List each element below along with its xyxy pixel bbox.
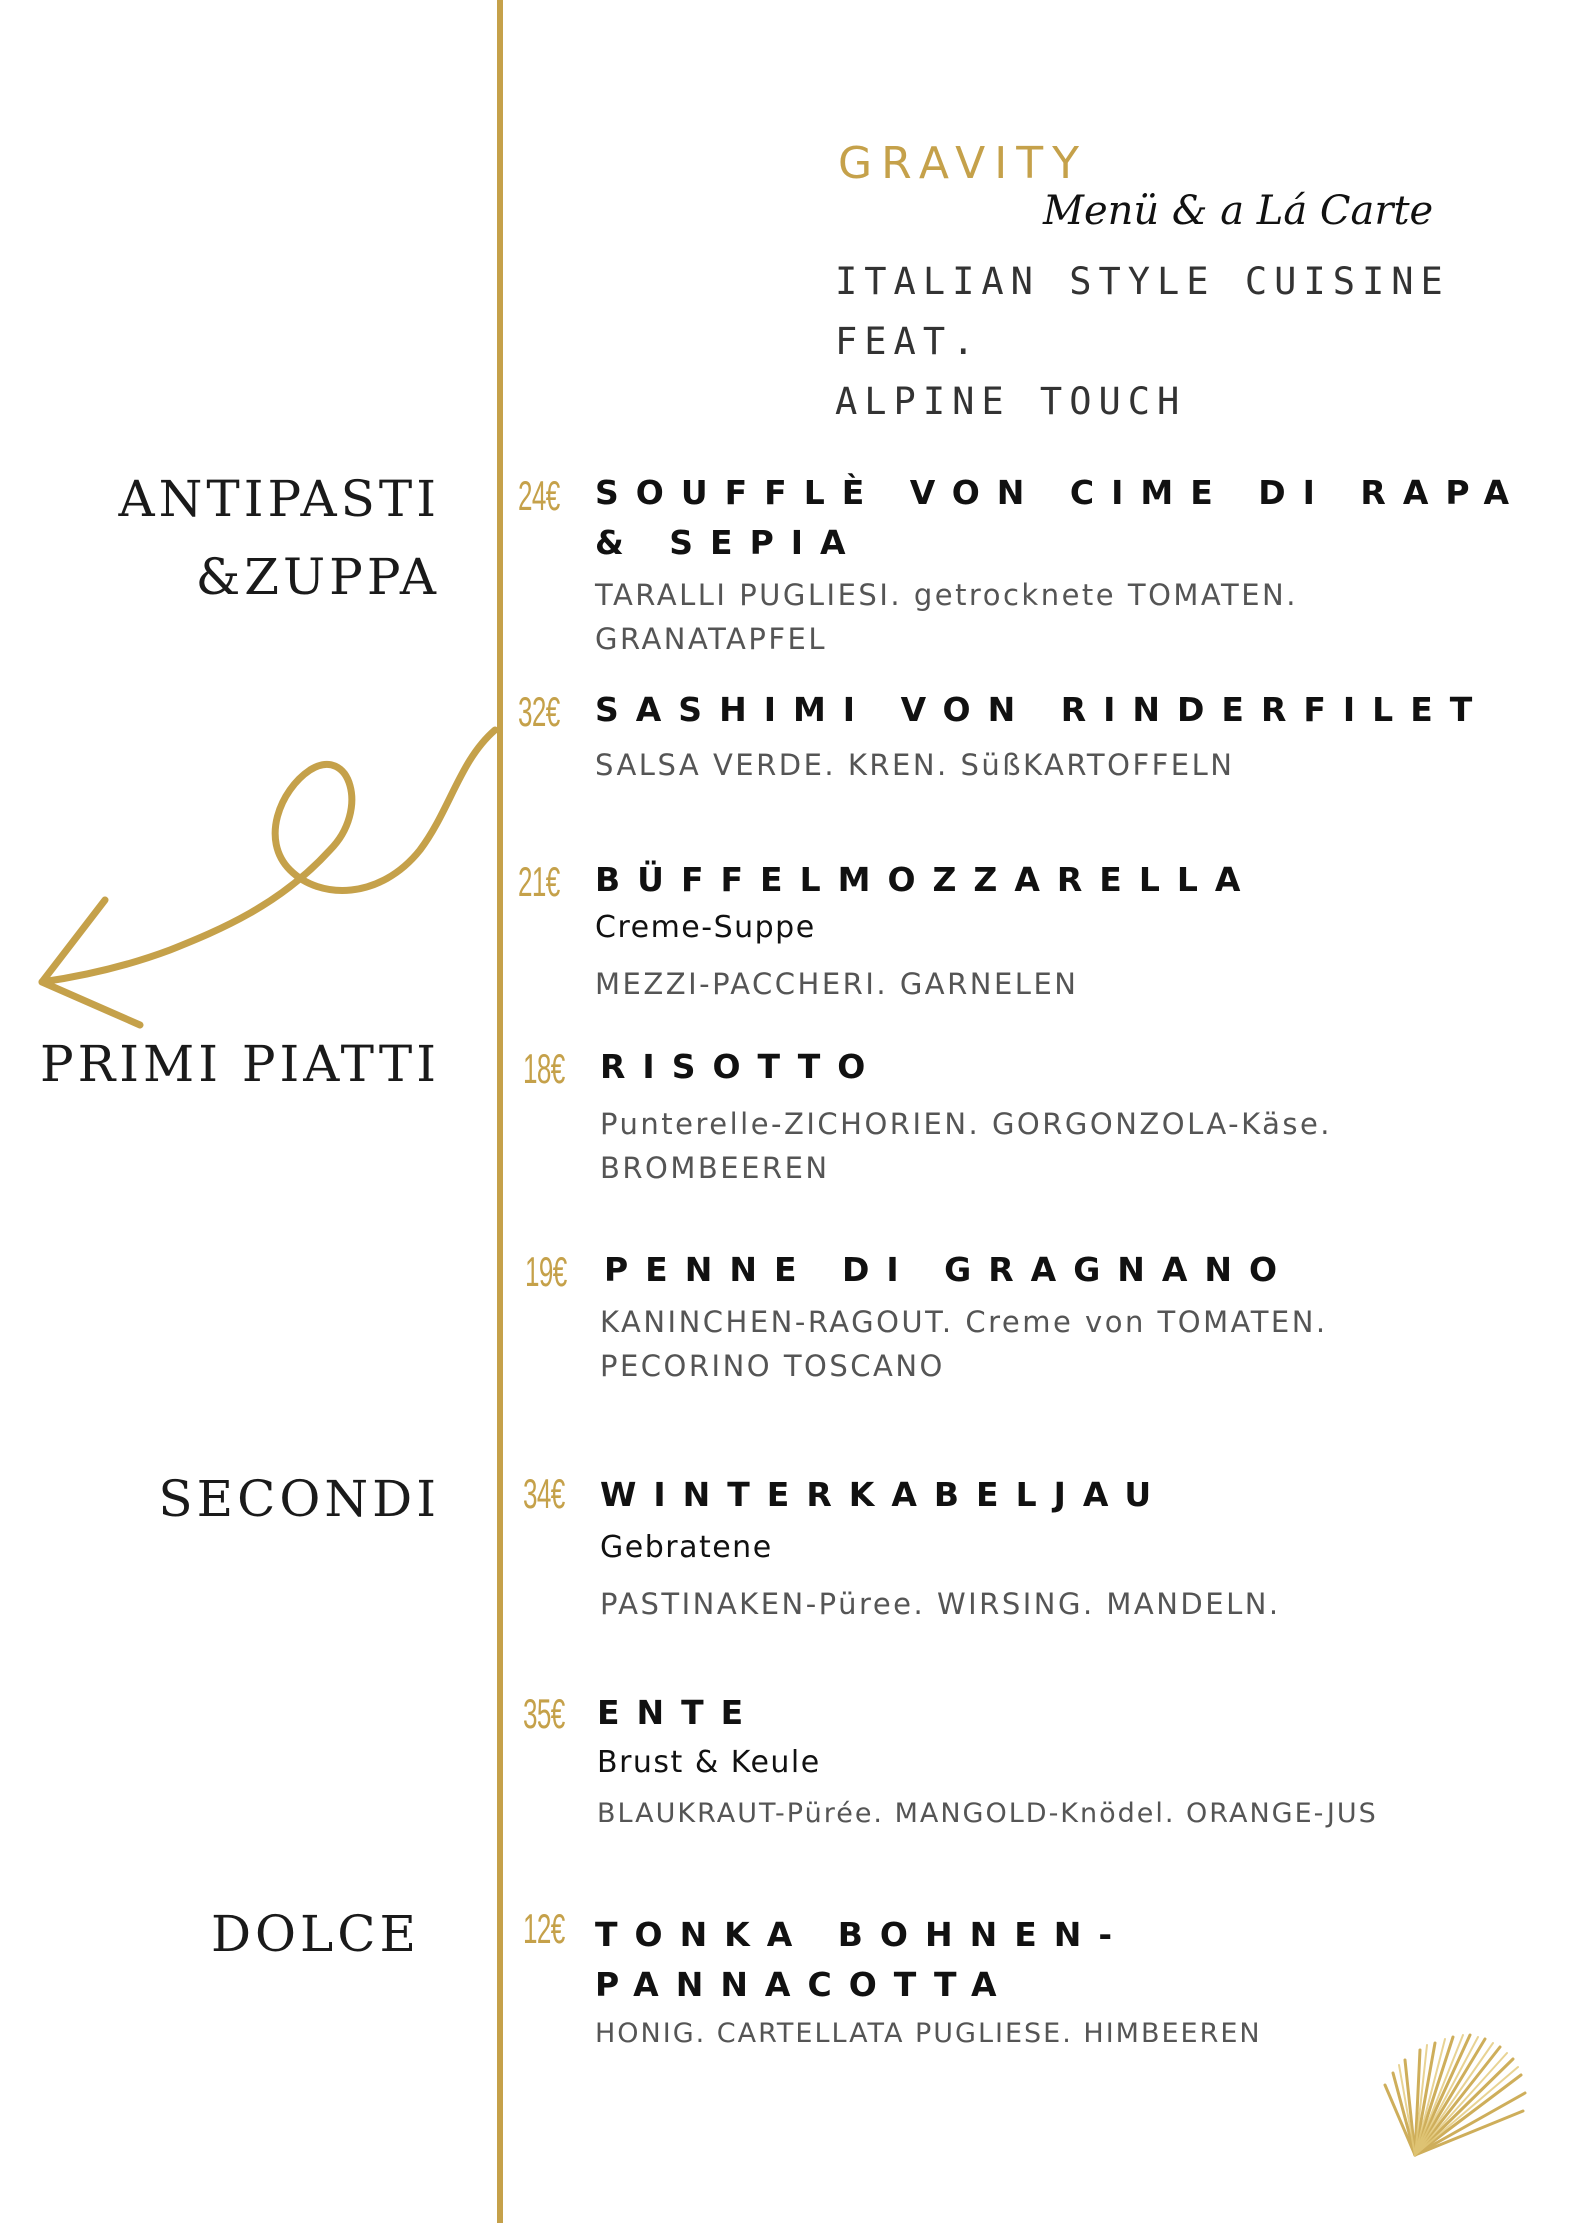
dish-description <box>600 1102 1332 1190</box>
dish-name-line-2: & SEPIA <box>595 523 863 562</box>
dish-name: RISOTTO <box>600 1047 883 1086</box>
dish-price: 21€ <box>518 858 560 905</box>
section-antipasti-line-2: &ZUPPA <box>195 548 440 606</box>
dish-price: 34€ <box>523 1470 565 1517</box>
dish-name-line-1: SOUFFLÈ VON CIME DI RAPA <box>595 473 1527 512</box>
dish-description-line-1: KANINCHEN-RAGOUT. Creme von TOMATEN. <box>600 1305 1328 1339</box>
dish-description: SALSA VERDE. KREN. SüßKARTOFFELN <box>595 748 1235 782</box>
tagline <box>835 252 1515 432</box>
section-antipasti-line-1: ANTIPASTI <box>118 470 440 528</box>
dish-subtitle: Brust & Keule <box>597 1745 821 1780</box>
dish-price: 24€ <box>518 472 560 519</box>
dish-subtitle: Gebratene <box>600 1530 773 1565</box>
gold-fan-icon <box>1375 2025 1535 2165</box>
section-primi: PRIMI PIATTI <box>39 1035 440 1093</box>
tagline-line-1: ITALIAN STYLE CUISINE FEAT. <box>835 260 1450 363</box>
dish-name-line-1: TONKA BOHNEN- <box>595 1915 1130 1954</box>
dish-price: 19€ <box>525 1248 567 1295</box>
section-dolce: DOLCE <box>210 1905 420 1963</box>
section-antipasti <box>119 460 440 616</box>
dish-name: PENNE DI GRAGNANO <box>604 1250 1295 1289</box>
dish-description-line-2: PECORINO TOSCANO <box>600 1349 945 1383</box>
dish-subtitle: Creme-Suppe <box>595 910 816 945</box>
dish-name: ENTE <box>597 1693 761 1732</box>
dish-name-line-2: PANNACOTTA <box>595 1965 1014 2004</box>
curly-arrow-icon <box>30 700 500 1040</box>
dish-name <box>595 1910 1129 2010</box>
dish-description: PASTINAKEN-Püree. WIRSING. MANDELN. <box>600 1587 1281 1621</box>
dish-name: BÜFFELMOZZARELLA <box>595 860 1258 899</box>
dish-description: MEZZI-PACCHERI. GARNELEN <box>595 967 1079 1001</box>
dish-name <box>595 468 1526 568</box>
dish-price: 35€ <box>523 1690 565 1737</box>
dish-name: SASHIMI VON RINDERFILET <box>595 690 1490 729</box>
dish-description: BLAUKRAUT-Pürée. MANGOLD-Knödel. ORANGE-JUS <box>597 1798 1378 1829</box>
brand-title: GRAVITY <box>838 138 1088 189</box>
divider-line <box>497 0 503 2223</box>
dish-description-line-1: Punterelle-ZICHORIEN. GORGONZOLA-Käse. <box>600 1107 1333 1141</box>
tagline-line-2: ALPINE TOUCH <box>835 380 1187 423</box>
dish-description <box>600 1300 1328 1388</box>
section-secondi: SECONDI <box>158 1470 440 1528</box>
dish-price: 12€ <box>523 1905 565 1952</box>
menu-subtitle: Menü & a Lá Carte <box>1043 188 1434 234</box>
dish-description-line-2: BROMBEEREN <box>600 1151 830 1185</box>
dish-name: WINTERKABELJAU <box>600 1475 1169 1514</box>
dish-price: 32€ <box>518 688 560 735</box>
dish-description-line-1: TARALLI PUGLIESI. getrocknete TOMATEN. <box>595 578 1298 612</box>
dish-description: HONIG. CARTELLATA PUGLIESE. HIMBEEREN <box>595 2018 1262 2049</box>
dish-description-line-2: GRANATAPFEL <box>595 622 828 656</box>
dish-description <box>595 573 1298 661</box>
dish-price: 18€ <box>523 1045 565 1092</box>
